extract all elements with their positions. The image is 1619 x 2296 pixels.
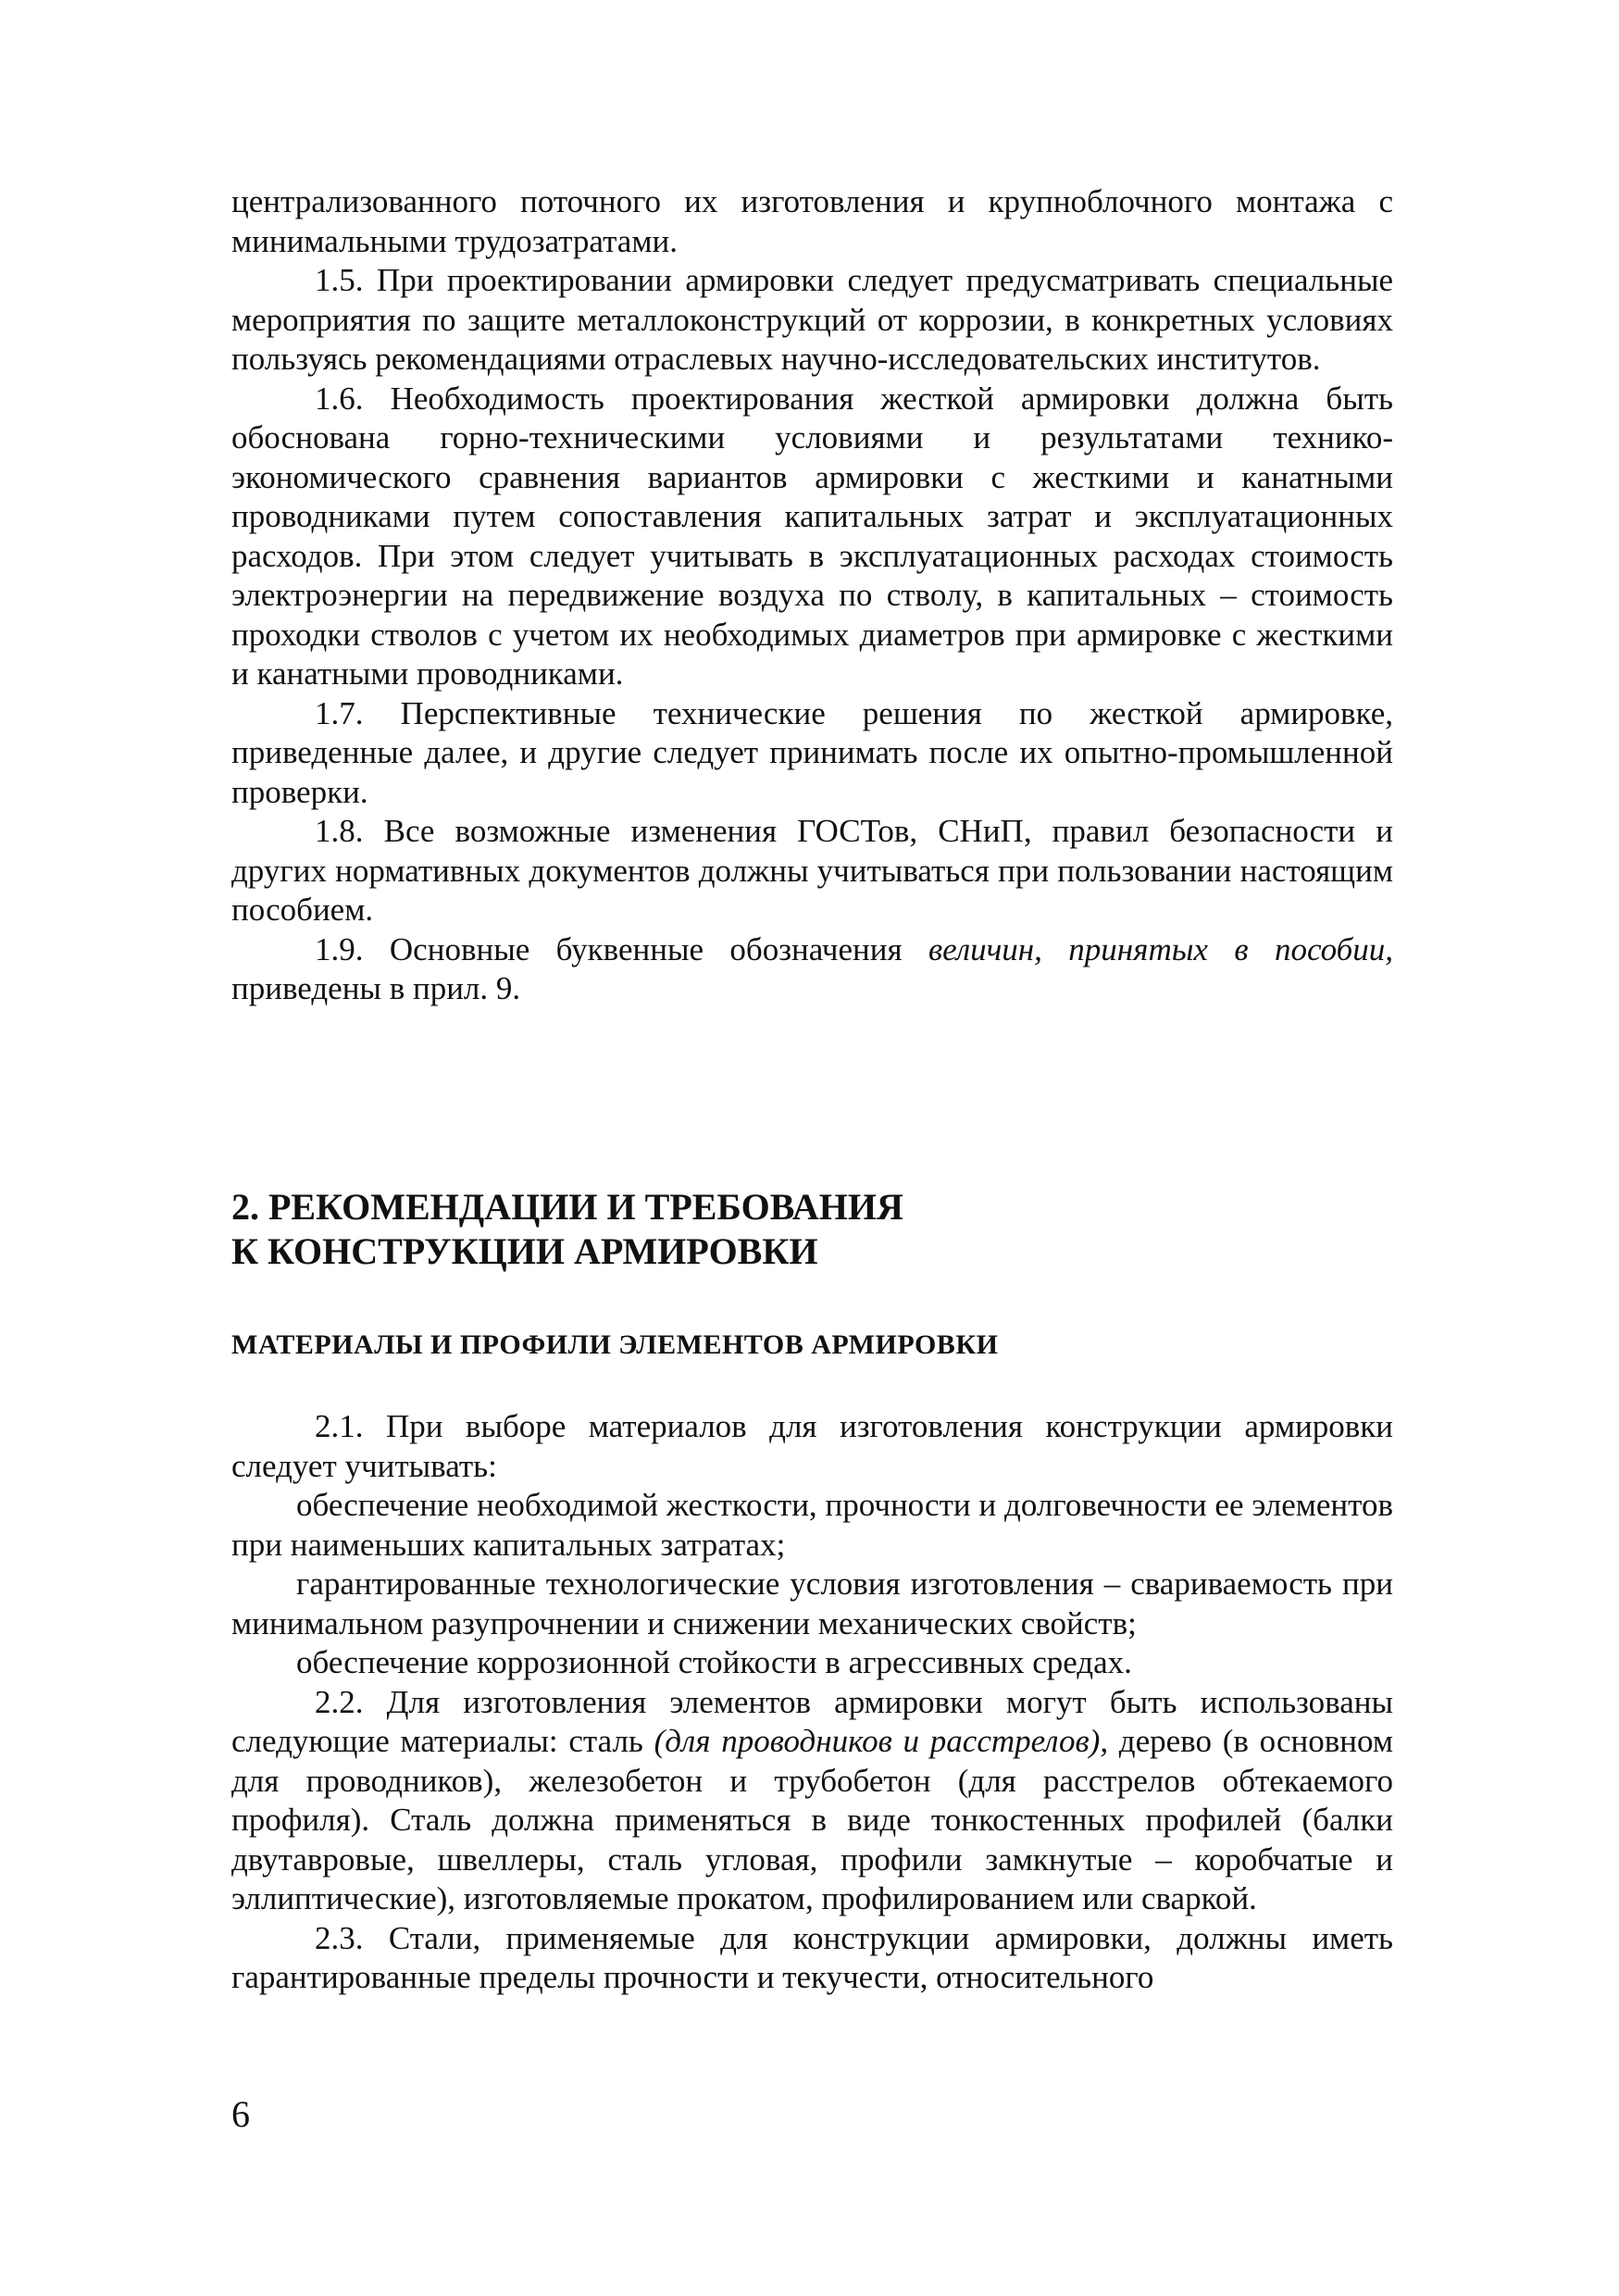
body-text-top: [231, 182, 1393, 1009]
subsection-heading: МАТЕРИАЛЫ И ПРОФИЛИ ЭЛЕМЕНТОВ АРМИРОВКИ: [231, 1329, 999, 1360]
body-text-bottom: [231, 1407, 1393, 1998]
paragraph-1-9-rest: приведены в прил. 9.: [231, 970, 521, 1006]
list-item: обеспечение необходимой жесткости, прочности и долговечности ее элементов при наименьших капитальных затратах;: [231, 1487, 1393, 1563]
section-heading-line-2: К КОНСТРУКЦИИ АРМИРОВКИ: [231, 1230, 818, 1272]
paragraph-2-2: [231, 1683, 1393, 1919]
paragraph-1-8: 1.8. Все возможные изменения ГОСТов, СНиП, правил безопасности и других нормативных документов должны учитываться при пользовании настоящим пособием.: [231, 813, 1393, 928]
paragraph-2-2-rest: дерево (в основном для проводников), железобетон и трубобетон (для расстрелов обтекаемого профиля). Сталь должна применяться в виде тонкостенных профилей (балки двутавровые, швеллеры, сталь угловая, профили замкнутые – коробчатые и эллиптические), изготовляемые прокатом, профилированием или сваркой.: [231, 1723, 1393, 1916]
list-item: гарантированные технологические условия изготовления – свариваемость при минимальном разупрочнении и снижении механических свойств;: [231, 1566, 1393, 1641]
paragraph-1-9-lead: 1.9. Основные буквенные обозначения: [315, 930, 928, 967]
section-heading: [231, 1185, 1393, 1274]
paragraph-2-2-italic: (для проводников и расстрелов),: [654, 1723, 1109, 1759]
list-item: обеспечение коррозионной стойкости в агрессивных средах.: [296, 1644, 1132, 1680]
section-heading-line-1: 2. РЕКОМЕНДАЦИИ И ТРЕБОВАНИЯ: [231, 1186, 903, 1228]
paragraph-1-9: [231, 930, 1393, 1009]
paragraph-2-1: 2.1. При выборе материалов для изготовления конструкции армировки следует учитывать:: [231, 1408, 1393, 1484]
paragraph-1-6: 1.6. Необходимость проектирования жесткой армировки должна быть обоснована горно-техническими условиями и результатами технико-экономического сравнения вариантов армировки с жесткими и канатными проводниками путем сопоставления капитальных затрат и эксплуатационных расходов. При этом следует учитывать в эксплуатационных расходах стоимость электроэнергии на передвижение воздуха по стволу, в капитальных – стоимость проходки стволов с учетом их необходимых диаметров при армировке с жесткими и канатными проводниками.: [231, 380, 1393, 692]
page-number: 6: [231, 2093, 250, 2135]
paragraph-1-5: 1.5. При проектировании армировки следует предусматривать специальные мероприятия по защите металлоконструкций от коррозии, в конкретных условиях пользуясь рекомендациями отраслевых научно-исследовательских институтов.: [231, 262, 1393, 377]
paragraph-2-2-lead: 2.2. Для изготовления элементов армировки могут быть использованы следующие материалы: сталь: [231, 1683, 1393, 1759]
paragraph-1-7: 1.7. Перспективные технические решения по жесткой армировке, приведенные далее, и другие следует принимать после их опытно-промышленной проверки.: [231, 694, 1393, 810]
paragraph-2-3: 2.3. Стали, применяемые для конструкции армировки, должны иметь гарантированные пределы прочности и текучести, относительного: [231, 1919, 1393, 1995]
paragraph-1-9-italic: величин, принятых в пособии,: [928, 930, 1393, 967]
paragraph: централизованного поточного их изготовления и крупноблочного монтажа с минимальными трудозатратами.: [231, 183, 1393, 259]
